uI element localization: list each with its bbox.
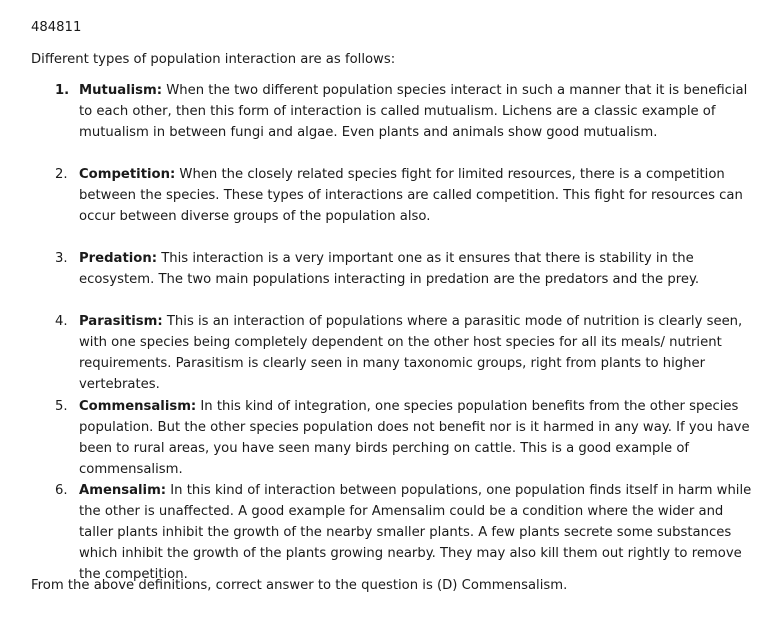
list-item-number: 3. (55, 251, 68, 266)
conclusion-text: From the above definitions, correct answer to the question is (D) Commensalism. (31, 578, 568, 593)
document-id: 484811 (31, 20, 82, 35)
list-item-term: Competition: (79, 167, 176, 182)
list-item-text: When the closely related species fight for limited resources, there is a competition between the species. These types of interactions are called competition. This fight for resources can occur between diverse groups of the population also. (79, 167, 743, 224)
list-item-text: When the two different population species interact in such a manner that it is beneficial to each other, then this form of interaction is called mutualism. Lichens are a classic example of mutualism in between fungi and algae. Even plants and animals show good mutualism. (79, 83, 748, 140)
list-item-text: This interaction is a very important one as it ensures that there is stability in the ecosystem. The two main populations interacting in predation are the predators and the prey. (79, 251, 700, 287)
list-item-body (79, 248, 759, 290)
list-item-term: Predation: (79, 251, 157, 266)
list-item-predation (31, 248, 771, 290)
list-item-parasitism (31, 311, 771, 395)
list-item-term: Amensalim: (79, 483, 167, 498)
list-item-number: 5. (55, 399, 68, 414)
list-item-competition (31, 164, 771, 227)
list-item-number: 2. (55, 167, 68, 182)
list-item-text: In this kind of integration, one species population benefits from the other species population. But the other species population does not benefit nor is it harmed in any way. If you have been to rural areas, you have seen many birds perching on cattle. This is a good example of commensalism. (79, 399, 750, 477)
list-item-amensalim (31, 480, 771, 585)
list-item-number: 1. (55, 83, 70, 98)
list-item-mutualism (31, 80, 771, 143)
list-item-body (79, 311, 759, 395)
list-item-text: In this kind of interaction between populations, one population finds itself in harm while the other is unaffected. A good example for Amensalim could be a condition where the wider and taller plants inhibit the growth of the nearby smaller plants. A few plants secrete some substances which inhibit the growth of the plants growing nearby. They may also kill them out rightly to remove the competition. (79, 483, 752, 582)
list-item-term: Commensalism: (79, 399, 197, 414)
list-item-commensalism (31, 396, 771, 480)
list-item-number: 6. (55, 483, 68, 498)
list-item-term: Parasitism: (79, 314, 163, 329)
intro-text: Different types of population interaction are as follows: (31, 52, 396, 67)
list-item-text: This is an interaction of populations where a parasitic mode of nutrition is clearly seen, with one species being completely dependent on the other host species for all its meals/ nutrient requirements. Parasitism is clearly seen in many taxonomic groups, right from plants to higher vertebrates. (79, 314, 743, 392)
list-item-body (79, 80, 759, 143)
list-item-body (79, 396, 759, 480)
list-item-term: Mutualism: (79, 83, 163, 98)
list-item-number: 4. (55, 314, 68, 329)
list-item-body (79, 164, 759, 227)
list-item-body (79, 480, 759, 585)
